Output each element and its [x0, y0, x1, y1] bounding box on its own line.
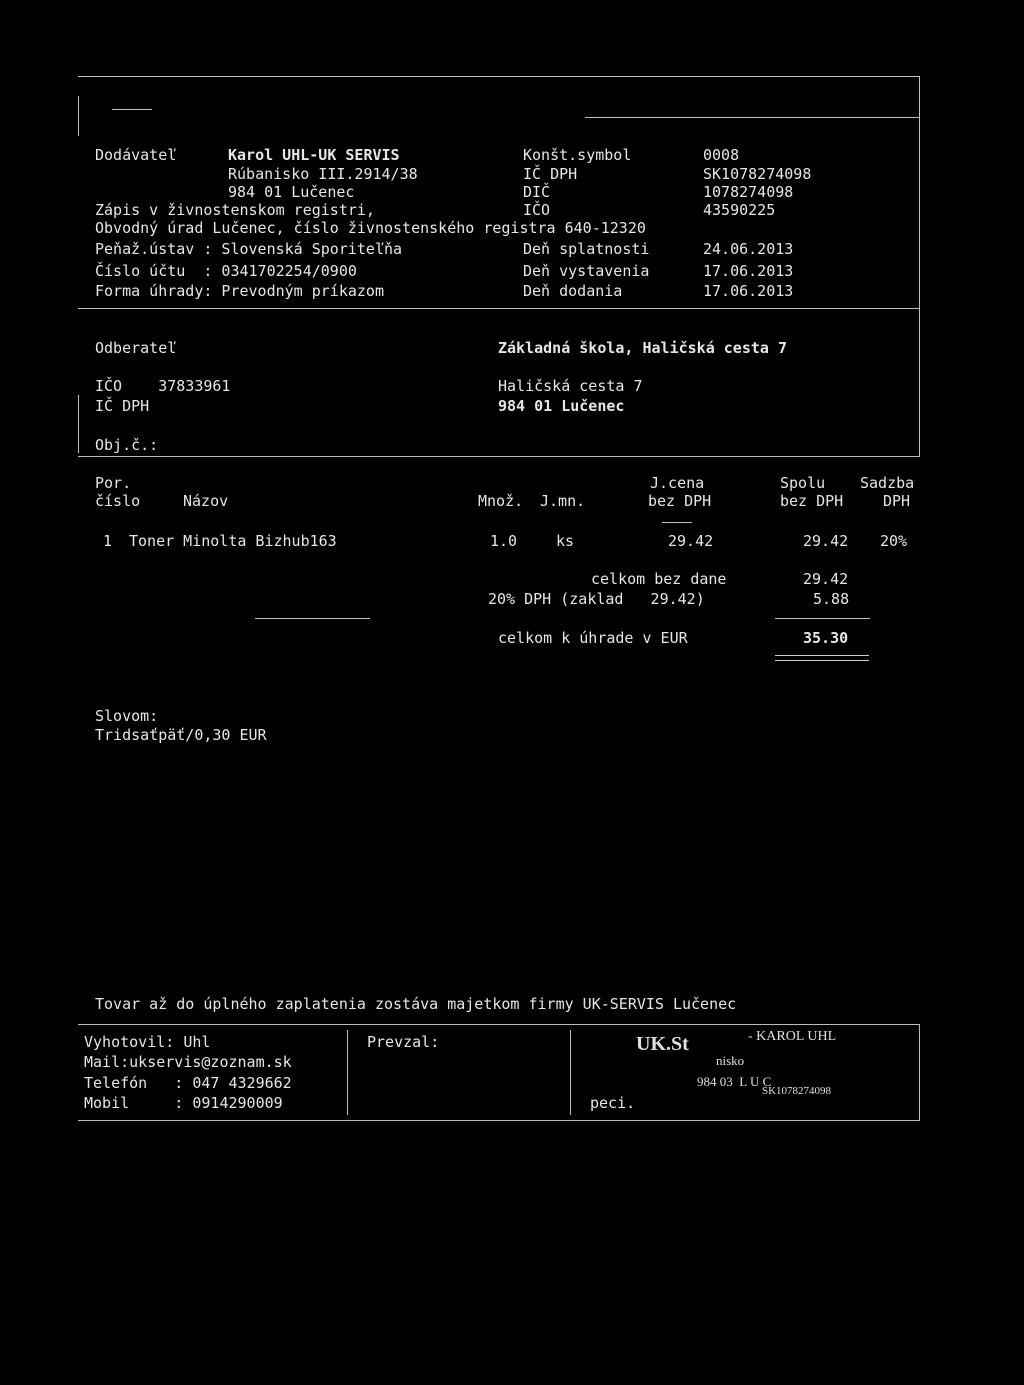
vat-label: 20% DPH (zaklad 29.42) — [488, 590, 705, 608]
col-header-jmn: J.mn. — [540, 492, 586, 510]
registry-line-2: Obvodný úrad Lučenec, číslo živnostenského registra 640-12320 — [95, 219, 646, 237]
vat-value: 5.88 — [813, 590, 850, 608]
account-line: Číslo účtu : 0341702254/0900 — [95, 262, 357, 280]
net-total-value: 29.42 — [803, 570, 849, 588]
customer-ico: IČO 37833961 — [95, 377, 231, 395]
grand-total-double-underline — [775, 655, 869, 661]
footer-bottom-rule — [78, 1120, 920, 1121]
short-rule — [112, 109, 152, 110]
supplier-name: Karol UHL-UK SERVIS — [228, 146, 400, 164]
col-header-jcena-sub: bez DPH — [648, 492, 712, 510]
words-value: Tridsaťpäť/0,30 EUR — [95, 726, 267, 744]
customer-bottom-rule — [78, 456, 920, 457]
konst-symbol-value: 0008 — [703, 146, 740, 164]
delivery-date-value: 17.06.2013 — [703, 282, 794, 300]
customer-name: Základná škola, Haličská cesta 7 — [498, 339, 787, 357]
customer-label: Odberateľ — [95, 339, 177, 357]
row-1-number: 1 — [103, 532, 113, 550]
col-header-sadzba: Sadzba — [860, 474, 915, 492]
issued-by: Vyhotovil: Uhl — [84, 1033, 211, 1051]
customer-icdph: IČ DPH — [95, 397, 150, 415]
footer-divider-2 — [570, 1030, 571, 1115]
stamp-zip: 984 03 L U C — [697, 1074, 772, 1089]
row-1-unit: ks — [556, 532, 575, 550]
words-label: Slovom: — [95, 707, 159, 725]
supplier-label: Dodávateľ — [95, 146, 177, 164]
row-1-name: Toner Minolta Bizhub163 — [129, 532, 337, 550]
customer-left-tick — [78, 395, 79, 453]
due-date-value: 24.06.2013 — [703, 240, 794, 258]
customer-city: 984 01 Lučenec — [498, 397, 625, 415]
dic-label: DIČ — [523, 183, 551, 201]
stamp-town: nisko — [716, 1053, 745, 1068]
registry-line-1: Zápis v živnostenskom registri, — [95, 201, 375, 219]
row-1-total: 29.42 — [803, 532, 849, 550]
totals-left-rule — [255, 618, 370, 619]
payment-line: Forma úhrady: Prevodným príkazom — [95, 282, 384, 300]
row-1-vat-rate: 20% — [880, 532, 908, 550]
footer-divider-1 — [347, 1030, 348, 1115]
col-header-jcena: J.cena — [650, 474, 705, 492]
grand-total-label: celkom k úhrade v EUR — [498, 629, 688, 647]
delivery-date-label: Deň dodania — [523, 282, 623, 300]
stamp-id: SK1078274098 — [762, 1085, 832, 1097]
totals-right-rule — [775, 618, 870, 619]
left-tick — [78, 96, 79, 136]
issue-date-label: Deň vystavenia — [523, 262, 650, 280]
top-rule — [78, 76, 920, 77]
col-header-nazov: Názov — [183, 492, 229, 510]
col-header-cislo: číslo — [95, 492, 141, 510]
icdph-value: SK1078274098 — [703, 165, 812, 183]
footer-right-frame — [919, 1024, 920, 1120]
price-header-underline — [662, 522, 692, 523]
due-date-label: Deň splatnosti — [523, 240, 650, 258]
received-by-label: Prevzal: — [367, 1033, 440, 1051]
col-header-mnoz: Množ. — [478, 492, 524, 510]
col-header-spolu-sub: bez DPH — [780, 492, 844, 510]
icdph-label: IČ DPH — [523, 165, 578, 183]
ico-value: 43590225 — [703, 201, 776, 219]
stamp-brand: UK.St — [636, 1033, 689, 1055]
right-rule — [585, 117, 920, 118]
col-header-spolu: Spolu — [780, 474, 826, 492]
supplier-bottom-rule — [78, 308, 920, 309]
bank-line: Peňaž.ústav : Slovenská Sporiteľňa — [95, 240, 403, 258]
right-frame — [919, 76, 920, 456]
contact-email: Mail:ukservis@zoznam.sk — [84, 1053, 292, 1071]
issue-date-value: 17.06.2013 — [703, 262, 794, 280]
order-number-label: Obj.č.: — [95, 436, 159, 454]
row-1-quantity: 1.0 — [490, 532, 518, 550]
contact-mobile: Mobil : 0914290009 — [84, 1094, 283, 1112]
stamp-word: peci. — [590, 1094, 636, 1112]
ownership-notice: Tovar až do úplného zaplatenia zostáva majetkom firmy UK-SERVIS Lučenec — [95, 995, 737, 1013]
konst-symbol-label: Konšt.symbol — [523, 146, 632, 164]
ico-label: IČO — [523, 201, 551, 219]
supplier-address-city: 984 01 Lučenec — [228, 183, 355, 201]
dic-value: 1078274098 — [703, 183, 794, 201]
row-1-unit-price: 29.42 — [668, 532, 714, 550]
grand-total-value: 35.30 — [803, 629, 849, 647]
col-header-sadzba-sub: DPH — [883, 492, 911, 510]
contact-phone: Telefón : 047 4329662 — [84, 1074, 292, 1092]
supplier-address-street: Rúbanisko III.2914/38 — [228, 165, 418, 183]
footer-top-rule — [78, 1024, 920, 1025]
col-header-por: Por. — [95, 474, 132, 492]
customer-street: Haličská cesta 7 — [498, 377, 643, 395]
net-total-label: celkom bez dane — [591, 570, 727, 588]
stamp-owner: - KAROL UHL — [748, 1029, 837, 1044]
